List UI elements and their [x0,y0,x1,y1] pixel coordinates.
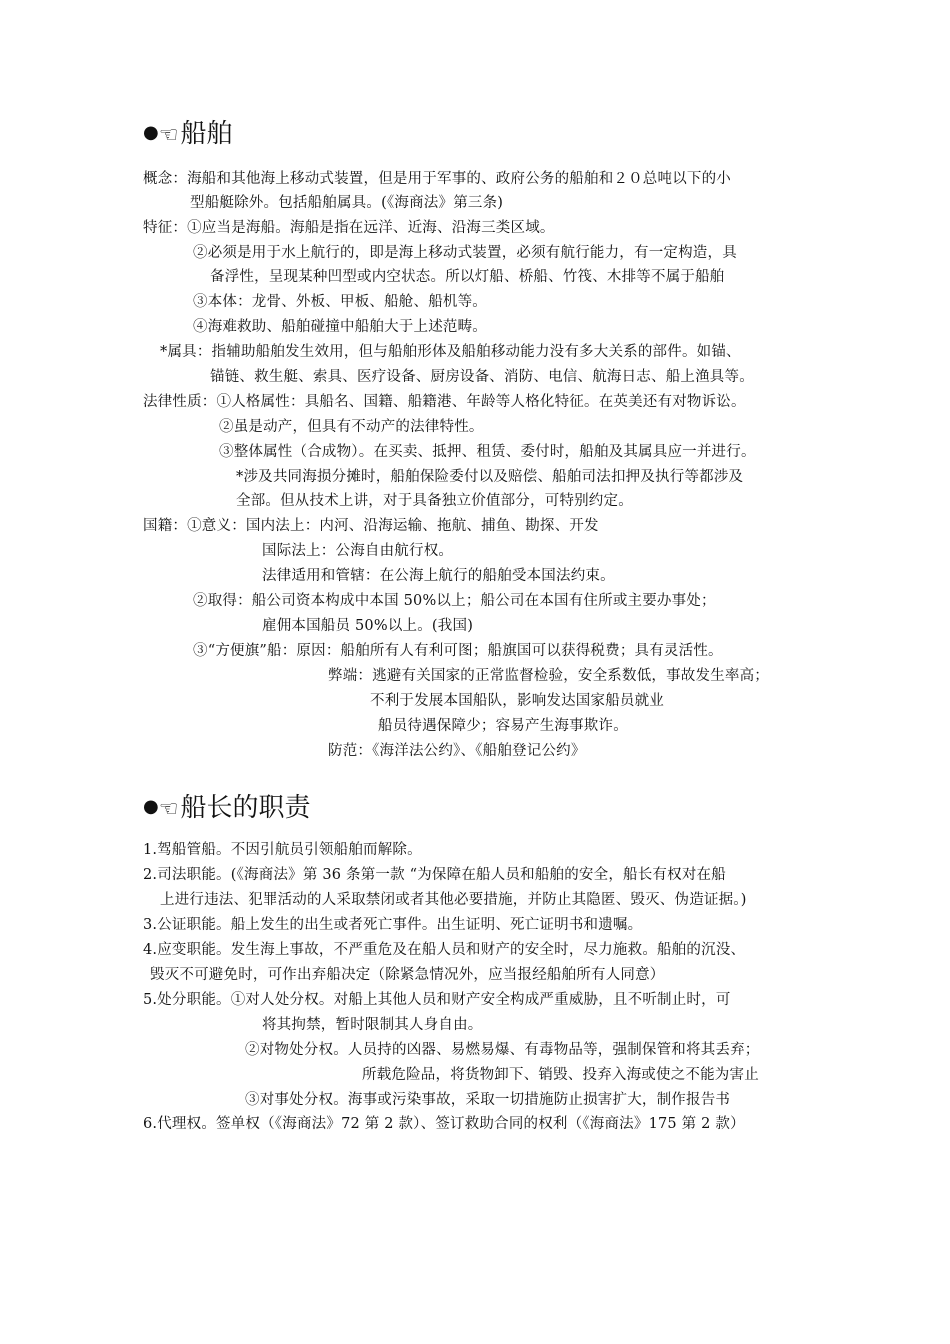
text-line: 6.代理权。签单权（《海商法》72 第 2 款）、签订救助合同的权利（《海商法》175 第 2 款） [143,1116,745,1132]
text-line: 上进行违法、犯罪活动的人采取禁闭或者其他必要措施，并防止其隐匿、毁灭、伪造证据。) [160,892,747,908]
text-line: ③“方便旗”船：原因：船舶所有人有利可图；船旗国可以获得税费；具有灵活性。 [193,643,723,659]
text-line: 国籍：①意义：国内法上：内河、沿海运输、拖航、捕鱼、勘探、开发 [143,518,599,534]
text-line: 毁灭不可避免时，可作出弃船决定（除紧急情况外，应当报经船舶所有人同意） [150,967,665,983]
text-line: 5.处分职能。①对人处分权。对船上其他人员和财产安全构成严重威胁，且不听制止时，可 [143,992,731,1008]
text-line: 所载危险品，将货物卸下、销毁、投弃入海或使之不能为害止 [362,1067,759,1083]
text-line: ③对事处分权。海事或污染事故，采取一切措施防止损害扩大，制作报告书 [245,1092,731,1108]
text-line: 2.司法职能。(《海商法》第 36 条第一款 “为保障在船人员和船舶的安全，船长有权对在船 [143,867,726,883]
text-line: 雇佣本国船员 50%以上。(我国) [262,618,474,634]
text-line: ②对物处分权。人员持的凶器、易燃易爆、有毒物品等，强制保管和将其丢弃； [245,1042,760,1058]
text-line: ③本体：龙骨、外板、甲板、船舱、船机等。 [193,294,487,310]
text-line: 弊端：逃避有关国家的正常监督检验，安全系数低，事故发生率高； [328,668,769,684]
text-line: 全部。但从技术上讲，对于具备独立价值部分，可特别约定。 [236,493,633,509]
text-line: 3.公证职能。船上发生的出生或者死亡事件。出生证明、死亡证明书和遗嘱。 [143,917,643,933]
text-line: ②取得：船公司资本构成中本国 50%以上；船公司在本国有住所或主要办事处； [193,593,716,609]
text-line: 特征：①应当是海船。海船是指在远洋、近海、沿海三类区域。 [143,220,555,236]
text-line: 锚链、救生艇、索具、医疗设备、厨房设备、消防、电信、航海日志、船上渔具等。 [210,369,754,385]
text-line: 法律适用和管辖：在公海上航行的船舶受本国法约束。 [262,568,615,584]
text-line: 不利于发展本国船队，影响发达国家船员就业 [370,693,664,709]
text-line: ③整体属性（合成物）。在买卖、抵押、租赁、委付时，船舶及其属具应一并进行。 [219,444,756,460]
heading-text: 船舶 [180,119,233,149]
bullet-icon: ● [143,122,159,143]
section-heading-captain-duties [143,792,310,825]
pointing-hand-icon: ☜ [158,123,179,148]
text-line: 法律性质：①人格属性：具船名、国籍、船籍港、年龄等人格化特征。在英美还有对物诉讼。 [143,394,746,410]
text-line: *属具：指辅助船舶发生效用，但与船舶形体及船舶移动能力没有多大关系的部件。如锚、 [160,344,741,360]
text-line: 备浮性，呈现某种凹型或内空状态。所以灯船、桥船、竹筏、木排等不属于船舶 [210,269,725,285]
text-line: 防范：《海洋法公约》、《船舶登记公约》 [328,743,586,759]
heading-text: 船长的职责 [180,793,311,823]
text-line: 1.驾船管船。不因引航员引领船舶而解除。 [143,842,422,858]
text-line: 国际法上：公海自由航行权。 [262,543,454,559]
text-line: 型船艇除外。包括船舶属具。(《海商法》第三条) [190,195,504,211]
text-line: 概念：海船和其他海上移动式装置，但是用于军事的、政府公务的船舶和２０总吨以下的小 [143,171,731,187]
text-line: 将其拘禁，暂时限制其人身自由。 [262,1017,483,1033]
bullet-icon: ● [143,796,159,817]
text-line: 船员待遇保障少；容易产生海事欺诈。 [378,718,628,734]
pointing-hand-icon: ☜ [158,797,179,822]
text-line: *涉及共同海损分摊时，船舶保险委付以及赔偿、船舶司法扣押及执行等都涉及 [236,469,744,485]
text-line: ②必须是用于水上航行的，即是海上移动式装置，必须有航行能力，有一定构造，具 [193,245,737,261]
text-line: 4.应变职能。发生海上事故，不严重危及在船人员和财产的安全时，尽力施救。船舶的沉没、 [143,942,746,958]
text-line: ④海难救助、船舶碰撞中船舶大于上述范畴。 [193,319,487,335]
section-heading-ship [143,118,232,151]
text-line: ②虽是动产，但具有不动产的法律特性。 [219,419,484,435]
